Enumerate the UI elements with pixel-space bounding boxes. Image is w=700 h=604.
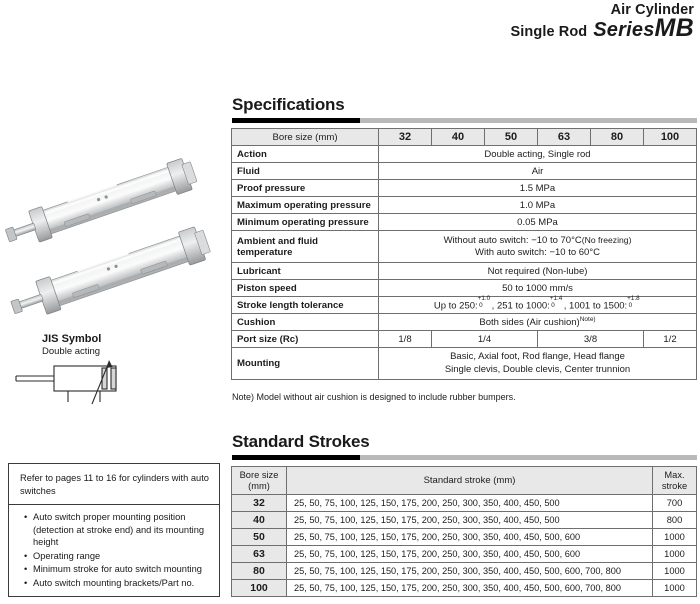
strokes-bore-50: 50 bbox=[232, 529, 287, 546]
table-row-fluid bbox=[232, 163, 697, 180]
jis-symbol-subtitle: Double acting bbox=[42, 346, 101, 357]
temperature-without-switch bbox=[383, 234, 692, 248]
row-label-max-operating-pressure: Maximum operating pressure bbox=[232, 197, 379, 214]
cushion-note-marker: Note) bbox=[579, 315, 596, 323]
strokes-bore-100: 100 bbox=[232, 580, 287, 597]
jis-symbol-title: JIS Symbol bbox=[42, 333, 102, 345]
row-label-temperature: Ambient and fluid temperature bbox=[232, 231, 379, 263]
row-label-min-operating-pressure: Minimum operating pressure bbox=[232, 214, 379, 231]
row-label-cushion: Cushion bbox=[232, 314, 379, 331]
tolerance-seg3-upper: +1.8 bbox=[627, 295, 640, 303]
tolerance-seg2-text: , 251 to 1000: bbox=[491, 300, 550, 312]
bore-size-63: 63 bbox=[538, 129, 591, 146]
list-item: • Auto switch proper mounting position (detection at stroke end) and its mounting height bbox=[25, 511, 213, 549]
header-series-code: MB bbox=[654, 14, 694, 42]
bore-size-40: 40 bbox=[432, 129, 485, 146]
table-row bbox=[232, 580, 697, 597]
table-row bbox=[232, 529, 697, 546]
temperature-with-switch: With auto switch: −10 to 60°C bbox=[475, 247, 600, 258]
table-row-piston-speed bbox=[232, 280, 697, 297]
tolerance-seg1-fraction bbox=[477, 295, 492, 309]
cylinder-upper bbox=[2, 156, 199, 251]
strokes-values-50: 25, 50, 75, 100, 125, 150, 175, 200, 250, 300, 350, 400, 450, 500, 600 bbox=[287, 529, 653, 546]
jis-symbol-diagram bbox=[8, 360, 158, 411]
heading-rule bbox=[232, 455, 697, 460]
double-acting-cylinder-schematic bbox=[8, 360, 158, 406]
table-row-strokes-header bbox=[232, 467, 697, 495]
header-line-air-cylinder: Air Cylinder bbox=[610, 2, 694, 18]
list-item: • Auto switch mounting brackets/Part no. bbox=[25, 577, 213, 590]
bore-size-100: 100 bbox=[644, 129, 697, 146]
product-photos bbox=[0, 140, 228, 320]
row-value-max-operating-pressure: 1.0 MPa bbox=[379, 197, 697, 214]
strokes-header-standard-stroke: Standard stroke (mm) bbox=[287, 467, 653, 495]
specifications-section-heading bbox=[232, 95, 697, 123]
strokes-header-bore-line1: Bore size bbox=[239, 469, 279, 480]
tolerance-seg3-text: , 1001 to 1500: bbox=[563, 300, 628, 312]
standard-strokes-section-heading bbox=[232, 432, 697, 460]
row-label-proof-pressure: Proof pressure bbox=[232, 180, 379, 197]
row-value-temperature bbox=[379, 231, 697, 263]
tolerance-seg2-lower: 0 bbox=[551, 301, 555, 309]
tolerance-seg2-fraction bbox=[549, 295, 564, 309]
auto-switch-info-box bbox=[8, 463, 220, 597]
port-size-value-40-50: 1/4 bbox=[432, 331, 538, 348]
page-title-specifications: Specifications bbox=[232, 95, 345, 114]
port-size-value-100: 1/2 bbox=[644, 331, 697, 348]
list-item: • Minimum stroke for auto switch mounting bbox=[25, 563, 213, 576]
leader-arrow-icon bbox=[107, 360, 113, 368]
row-value-action: Double acting, Single rod bbox=[379, 146, 697, 163]
tolerance-seg2-upper: +1.4 bbox=[549, 295, 563, 303]
bore-size-80: 80 bbox=[591, 129, 644, 146]
strokes-header-max-line1: Max. bbox=[664, 469, 685, 480]
row-value-fluid: Air bbox=[379, 163, 697, 180]
tolerance-seg1-upper: +1.0 bbox=[477, 295, 491, 303]
table-row-min-operating-pressure bbox=[232, 214, 697, 231]
page-title-standard-strokes: Standard Strokes bbox=[232, 432, 370, 451]
bore-size-header-label: Bore size (mm) bbox=[232, 129, 379, 146]
table-row-action bbox=[232, 146, 697, 163]
table-row-cushion bbox=[232, 314, 697, 331]
row-value-piston-speed: 50 to 1000 mm/s bbox=[379, 280, 697, 297]
port-size-value-63-80: 3/8 bbox=[538, 331, 644, 348]
strokes-max-50: 1000 bbox=[653, 529, 697, 546]
row-value-stroke-tolerance bbox=[379, 297, 697, 314]
strokes-header-bore-size bbox=[232, 467, 287, 495]
table-row-stroke-length-tolerance bbox=[232, 297, 697, 314]
tolerance-seg3-fraction bbox=[627, 295, 641, 309]
bore-size-32: 32 bbox=[379, 129, 432, 146]
strokes-max-80: 1000 bbox=[653, 563, 697, 580]
mounting-line-2: Single clevis, Double clevis, Center trunnion bbox=[444, 363, 631, 375]
strokes-bore-32: 32 bbox=[232, 495, 287, 512]
mounting-line-1: Basic, Axial foot, Rod flange, Head flange bbox=[450, 351, 625, 362]
row-label-mounting: Mounting bbox=[232, 348, 379, 380]
cushion-value-text: Both sides (Air cushion) bbox=[479, 317, 580, 329]
table-row-port-size bbox=[232, 331, 697, 348]
info-box-heading: Refer to pages 11 to 16 for cylinders with auto switches bbox=[9, 464, 219, 505]
strokes-values-80: 25, 50, 75, 100, 125, 150, 175, 200, 250, 300, 350, 400, 450, 500, 600, 700, 800 bbox=[287, 563, 653, 580]
row-value-cushion bbox=[379, 314, 697, 331]
strokes-max-63: 1000 bbox=[653, 546, 697, 563]
strokes-bore-63: 63 bbox=[232, 546, 287, 563]
row-label-fluid: Fluid bbox=[232, 163, 379, 180]
air-cylinder-photos-svg bbox=[0, 140, 228, 320]
table-row-mounting bbox=[232, 348, 697, 380]
table-row-temperature bbox=[232, 231, 697, 263]
tolerance-seg1-lower: 0 bbox=[479, 301, 483, 309]
strokes-values-100: 25, 50, 75, 100, 125, 150, 175, 200, 250, 300, 350, 400, 450, 500, 600, 700, 800 bbox=[287, 580, 653, 597]
tolerance-seg1-text: Up to 250: bbox=[433, 300, 478, 312]
header-line-series bbox=[510, 14, 694, 42]
standard-strokes-table bbox=[231, 466, 697, 597]
row-value-proof-pressure: 1.5 MPa bbox=[379, 180, 697, 197]
strokes-values-40: 25, 50, 75, 100, 125, 150, 175, 200, 250, 300, 350, 400, 450, 500 bbox=[287, 512, 653, 529]
strokes-header-max-line2: stroke bbox=[661, 480, 688, 491]
jis-symbol-block bbox=[42, 333, 101, 357]
temperature-no-freezing-note: (No freezing) bbox=[581, 234, 632, 245]
strokes-values-32: 25, 50, 75, 100, 125, 150, 175, 200, 250, 300, 350, 400, 450, 500 bbox=[287, 495, 653, 512]
table-row-lubricant bbox=[232, 263, 697, 280]
port-size-value-32: 1/8 bbox=[379, 331, 432, 348]
table-row-max-operating-pressure bbox=[232, 197, 697, 214]
row-value-min-operating-pressure: 0.05 MPa bbox=[379, 214, 697, 231]
row-value-mounting bbox=[379, 348, 697, 380]
bore-size-50: 50 bbox=[485, 129, 538, 146]
row-label-lubricant: Lubricant bbox=[232, 263, 379, 280]
temperature-without-switch-text: Without auto switch: −10 to 70°C bbox=[443, 234, 582, 246]
row-label-stroke-tolerance: Stroke length tolerance bbox=[232, 297, 379, 314]
table-row-proof-pressure bbox=[232, 180, 697, 197]
table-row-bore-header bbox=[232, 129, 697, 146]
header-series-word: Series bbox=[593, 19, 655, 41]
row-label-port-size: Port size (Rc) bbox=[232, 331, 379, 348]
tolerance-seg3-lower: 0 bbox=[628, 301, 633, 309]
strokes-bore-80: 80 bbox=[232, 563, 287, 580]
strokes-header-max-stroke bbox=[653, 467, 697, 495]
strokes-values-63: 25, 50, 75, 100, 125, 150, 175, 200, 250, 300, 350, 400, 450, 500, 600 bbox=[287, 546, 653, 563]
row-value-lubricant: Not required (Non-lube) bbox=[379, 263, 697, 280]
strokes-header-bore-line2: (mm) bbox=[248, 480, 270, 491]
strokes-max-40: 800 bbox=[653, 512, 697, 529]
header-single-rod-label: Single Rod bbox=[510, 24, 588, 40]
row-label-action: Action bbox=[232, 146, 379, 163]
list-item: • Operating range bbox=[25, 550, 213, 563]
table-row bbox=[232, 512, 697, 529]
info-box-list bbox=[9, 505, 219, 595]
specifications-table bbox=[231, 128, 697, 380]
heading-rule bbox=[232, 118, 697, 123]
document-header bbox=[511, 2, 694, 42]
specifications-footnote: Note) Model without air cushion is designed to include rubber bumpers. bbox=[232, 392, 516, 402]
strokes-max-100: 1000 bbox=[653, 580, 697, 597]
row-label-piston-speed: Piston speed bbox=[232, 280, 379, 297]
strokes-bore-40: 40 bbox=[232, 512, 287, 529]
table-row bbox=[232, 563, 697, 580]
strokes-max-32: 700 bbox=[653, 495, 697, 512]
table-row bbox=[232, 495, 697, 512]
table-row bbox=[232, 546, 697, 563]
